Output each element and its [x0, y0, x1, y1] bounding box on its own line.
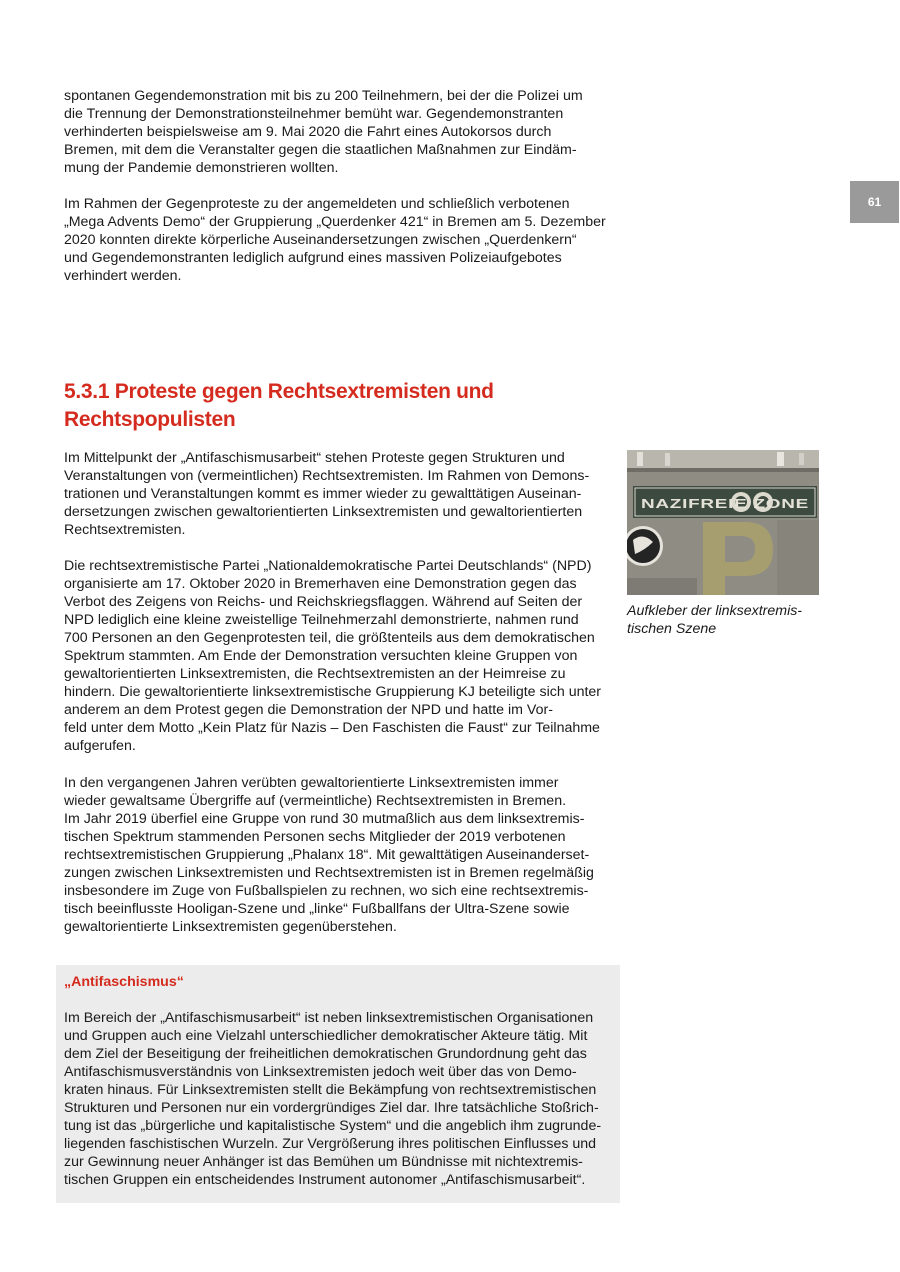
- body-paragraph: spontanen Gegendemonstration mit bis zu 200 Teilnehmern, bei der die Polizei um die Trennung der Demonstrationsteilnehmer bemüht war. Gegendemonstranten verhinderten beispielsweise am 9. Mai 2020 die Fahrt eines Autokorsos durch Bremen, mit dem die Veranstalter gegen die staatlichen Maßnahmen zur Eindäm- mung der Pandemie demonstrieren wollten.: [64, 88, 583, 176]
- body-paragraph: Im Rahmen der Gegenproteste zu der angemeldeten und schließlich verbotenen „Mega Advents Demo“ der Gruppierung „Querdenker 421“ in Bremen am 5. Dezember 2020 konnten direkte körperliche Auseinandersetzungen zwischen „Querdenkern“ und Gegendemonstranten lediglich aufgrund eines massiven Polizeiaufgebotes verhindert werden.: [64, 196, 606, 284]
- sticker-photo: [627, 450, 819, 595]
- page-number-tab: 61: [850, 181, 899, 223]
- body-paragraph: Im Mittelpunkt der „Antifaschismusarbeit“ stehen Proteste gegen Strukturen und Veranstaltungen von (vermeintlichen) Rechtsextremisten. Im Rahmen von Demons- trationen und Veranstaltungen kommt es immer wieder zu gewalttätigen Auseinan- dersetzungen zwischen gewaltorientierten Linksextremisten und gewaltorientierten Rechtsextremisten.: [64, 450, 590, 538]
- body-paragraph: Die rechtsextremistische Partei „Nationaldemokratische Partei Deutschlands“ (NPD) organisierte am 17. Oktober 2020 in Bremerhaven eine Demonstration gegen das Verbot des Zeigens von Reichs- und Reichskriegsflaggen. Während auf Seiten der NPD lediglich eine kleine zweistellige Teilnehmerzahl demonstrierte, nahmen rund 700 Personen an den Gegenprotesten teil, die größtenteils aus dem demokratischen Spektrum stammten. Am Ende der Demonstration versuchten kleine Gruppen von gewaltorientierten Linksextremisten, die Rechtsextremisten an der Heimreise zu hindern. Die gewaltorientierte linksextremistische Gruppierung KJ beteiligte sich unter anderem an dem Protest gegen die Demonstration der NPD und hatte im Vor- feld unter dem Motto „Kein Platz für Nazis – Den Faschisten die Faust“ zur Teilnahme aufgerufen.: [64, 558, 602, 754]
- figure-caption: Aufkleber der linksextremis- tischen Szene: [627, 603, 803, 637]
- info-box: [56, 965, 620, 1203]
- sticker-text: NAZIFREIE ZONE: [641, 496, 809, 511]
- info-box-text: Im Bereich der „Antifaschismusarbeit“ ist neben linksextremistischen Organisationen und Gruppen auch eine Vielzahl unterschiedlicher demokratischer Akteure tätig. Mit dem Ziel der Beseitigung der freiheitlichen demokratischen Grundordnung geht das Antifaschismusverständnis von Linksextremisten jedoch weit über das von Demo- kraten hinaus. Für Linksextremisten stellt die Bekämpfung von rechtsextremistischen Strukturen und Personen nur ein vordergründiges Ziel dar. Ihre tatsächliche Stoßrich- tung ist das „bürgerliche und kapitalistische System“ und die angeblich ihm zugrunde- liegenden faschistischen Wurzeln. Zur Vergrößerung ihres politischen Einflusses und zur Gewinnung neuer Anhänger ist das Bemühen um Bündnisse mit nichtextremis- tischen Gruppen ein entscheidendes Instrument autonomer „Antifaschismusarbeit“.: [64, 1010, 602, 1188]
- section-heading: 5.3.1 Proteste gegen Rechtsextremisten und Rechtspopulisten: [64, 380, 494, 431]
- body-paragraph: In den vergangenen Jahren verübten gewaltorientierte Linksextremisten immer wieder gewaltsame Übergriffe auf (vermeintliche) Rechtsextremisten in Bremen. Im Jahr 2019 überfiel eine Gruppe von rund 30 mutmaßlich aus dem linksextremis- tischen Spektrum stammenden Personen sechs Mitglieder der 2019 verbotenen rechtsextremistischen Gruppierung „Phalanx 18“. Mit gewalttätigen Auseinanderset- zungen zwischen Linksextremisten und Rechtsextremisten ist in Bremen regelmäßig insbesondere im Zuge von Fußballspielen zu rechnen, wo sich eine rechtsextremis- tisch beeinflusste Hooligan-Szene und „linke“ Fußballfans der Ultra-Szene sowie gewaltorientierte Linksextremisten gegenüberstehen.: [64, 775, 594, 935]
- info-box-title: „Antifaschismus“: [64, 974, 184, 990]
